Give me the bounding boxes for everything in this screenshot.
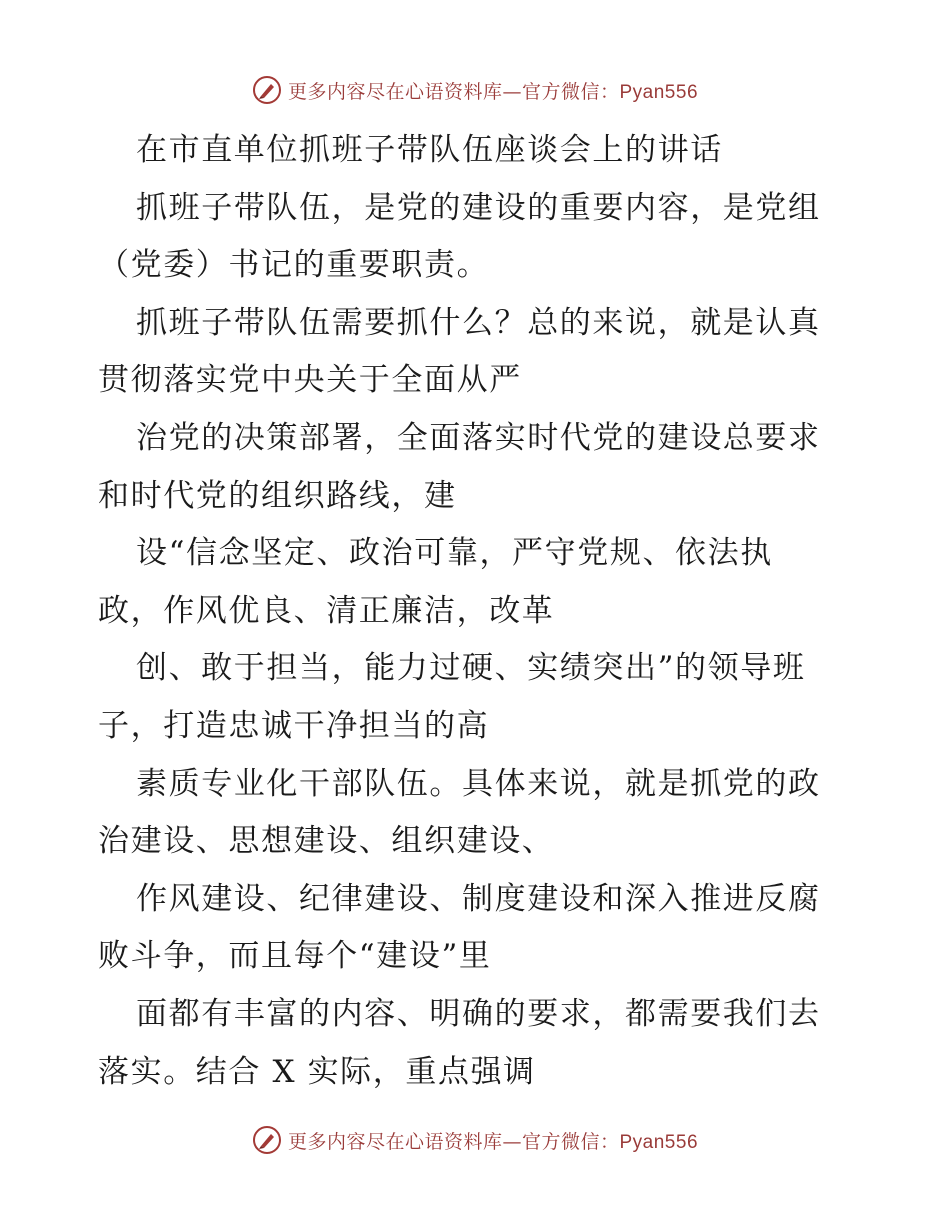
document-title: 在市直单位抓班子带队伍座谈会上的讲话 [136,132,723,168]
paragraph-line: 面都有丰富的内容、明确的要求，都需要我们去 [136,995,821,1032]
pen-nib-logo-icon [252,1125,282,1155]
paragraph-line: 创、敢于担当，能力过硬、实绩突出”的领导班 [136,650,806,687]
document-body [98,122,858,1101]
header-watermark-banner [0,70,950,110]
paragraph-line: （党委）书记的重要职责。 [98,247,490,284]
paragraph-line: 子，打造忠诚干净担当的高 [98,707,490,744]
paragraph-line: 落实。结合 X 实际，重点强调 [98,1053,536,1090]
paragraph-line: 作风建设、纪律建设、制度建设和深入推进反腐 [136,880,821,917]
paragraph-line: 素质专业化干部队伍。具体来说，就是抓党的政 [136,765,821,802]
footer-watermark-banner [0,1120,950,1160]
paragraph-line: 抓班子带队伍需要抓什么？总的来说，就是认真 [136,304,821,341]
header-banner-text: 更多内容尽在心语资料库—官方微信：Pyan556 [287,80,699,103]
paragraph-line: 贯彻落实党中央关于全面从严 [98,362,522,399]
paragraph-line: 设“信念坚定、政治可靠，严守党规、依法执 [136,535,773,572]
paragraph-line: 治党的决策部署，全面落实时代党的建设总要求 [136,419,821,456]
pen-nib-logo-icon [252,75,282,105]
paragraph-line: 治建设、思想建设、组织建设、 [98,823,555,860]
footer-banner-text: 更多内容尽在心语资料库—官方微信：Pyan556 [287,1130,699,1153]
paragraph-line: 败斗争，而且每个“建设”里 [98,938,492,975]
paragraph-line: 抓班子带队伍，是党的建设的重要内容，是党组 [136,189,821,226]
paragraph-line: 政，作风优良、清正廉洁，改革 [98,592,555,629]
paragraph-line: 和时代党的组织路线，建 [98,477,457,514]
